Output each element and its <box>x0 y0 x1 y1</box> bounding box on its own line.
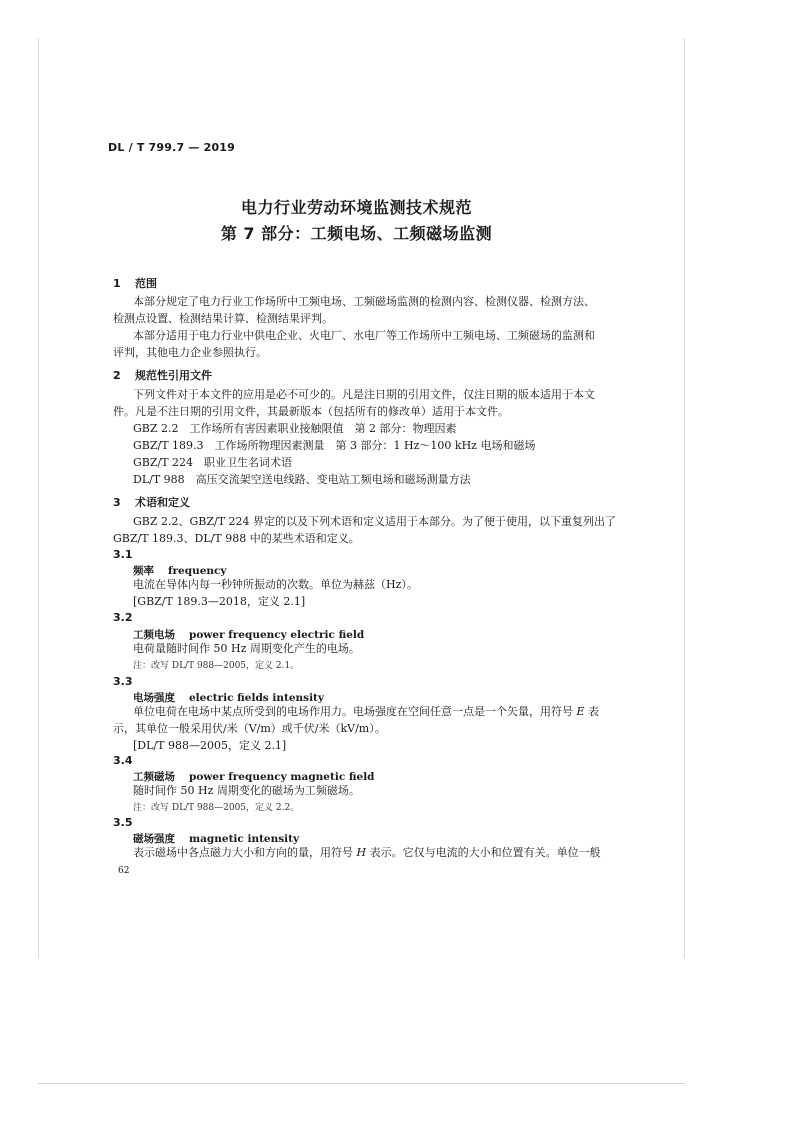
term-definition: 随时间作 50 Hz 周期变化的磁场为工频磁场。 <box>133 784 360 797</box>
paragraph: 件。凡是不注日期的引用文件，其最新版本（包括所有的修改单）适用于本文件。 <box>113 405 509 418</box>
term-source: [GBZ/T 189.3—2018，定义 2.1] <box>133 595 306 608</box>
paragraph: 本部分适用于电力行业中供电企业、火电厂、水电厂等工作场所中工频电场、工频磁场的监测和 <box>133 329 595 342</box>
paragraph: 检测点设置、检测结果计算、检测结果评判。 <box>113 312 333 325</box>
term-definition: 电流在导体内每一秒钟所振动的次数。单位为赫兹（Hz）。 <box>133 578 418 591</box>
term-source: [DL/T 988—2005，定义 2.1] <box>133 739 287 752</box>
term-title: 工频磁场 power frequency magnetic field <box>133 771 375 783</box>
term-definition: 单位电荷在电场中某点所受到的电场作用力。电场强度在空间任意一点是一个矢量，用符号 E 表 <box>133 705 600 718</box>
page-border-left <box>38 38 39 958</box>
paragraph: GBZ/T 189.3、DL/T 988 中的某些术语和定义。 <box>113 532 360 545</box>
normative-reference: DL/T 988 高压交流架空送电线路、变电站工频电场和磁场测量方法 <box>133 473 471 486</box>
normative-reference: GBZ 2.2 工作场所有害因素职业接触限值 第 2 部分：物理因素 <box>133 422 457 435</box>
page-border-bottom <box>38 1083 685 1084</box>
term-definition: 示，其单位一般采用伏/米（V/m）或千伏/米（kV/m）。 <box>113 722 386 735</box>
symbol-h: H <box>356 846 367 859</box>
page-number: 62 <box>118 866 130 876</box>
section-heading-3: 3 术语和定义 <box>113 496 190 509</box>
term-definition: 电荷量随时间作 50 Hz 周期变化产生的电场。 <box>133 642 360 655</box>
paragraph: GBZ 2.2、GBZ/T 224 界定的以及下列术语和定义适用于本部分。为了便于使用，以下重复列出了 <box>133 515 617 528</box>
term-title: 工频电场 power frequency electric field <box>133 629 365 641</box>
term-number: 3.3 <box>113 675 133 688</box>
term-definition: 表示磁场中各点磁力大小和方向的量，用符号 H 表示。它仅与电流的大小和位置有关。单位一般 <box>133 846 601 859</box>
paragraph: 评判，其他电力企业参照执行。 <box>113 346 267 359</box>
document-code: DL / T 799.7 — 2019 <box>108 141 236 154</box>
term-note: 注：改写 DL/T 988—2005，定义 2.2。 <box>133 803 300 813</box>
term-number: 3.4 <box>113 754 133 767</box>
term-number: 3.5 <box>113 816 133 829</box>
term-title: 磁场强度 magnetic intensity <box>133 833 300 845</box>
term-note: 注：改写 DL/T 988—2005，定义 2.1。 <box>133 661 300 671</box>
paragraph: 本部分规定了电力行业工作场所中工频电场、工频磁场监测的检测内容、检测仪器、检测方法、 <box>133 295 595 308</box>
section-heading-2: 2 规范性引用文件 <box>113 369 212 382</box>
page-border-right <box>684 38 685 958</box>
term-number: 3.1 <box>113 548 133 561</box>
term-title: 频率 frequency <box>133 565 227 577</box>
normative-reference: GBZ/T 189.3 工作场所物理因素测量 第 3 部分：1 Hz～100 kHz 电场和磁场 <box>133 439 536 452</box>
document-title: 电力行业劳动环境监测技术规范 <box>240 198 472 217</box>
term-number: 3.2 <box>113 611 133 624</box>
section-heading-1: 1 范围 <box>113 277 157 290</box>
paragraph: 下列文件对于本文件的应用是必不可少的。凡是注日期的引用文件，仅注日期的版本适用于本文 <box>133 388 595 401</box>
document-subtitle: 第 7 部分：工频电场、工频磁场监测 <box>220 224 493 243</box>
symbol-e: E <box>576 705 585 718</box>
normative-reference: GBZ/T 224 职业卫生名词术语 <box>133 456 293 469</box>
term-title: 电场强度 electric fields intensity <box>133 692 325 704</box>
